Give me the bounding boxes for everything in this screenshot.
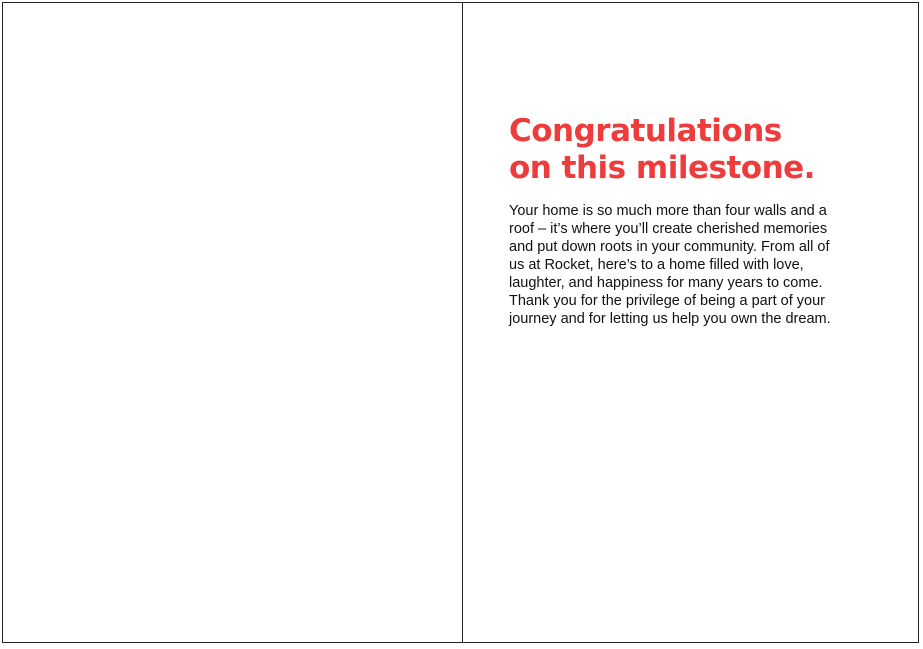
message-line: roof – it’s where you’ll create cherished memories bbox=[509, 221, 828, 237]
card-spread bbox=[2, 2, 919, 643]
message-line: and put down roots in your community. From all of bbox=[509, 239, 830, 255]
right-page bbox=[463, 3, 918, 642]
message-line: Thank you for the privilege of being a part of your bbox=[509, 293, 825, 309]
message-line: journey and for letting us help you own the dream. bbox=[509, 311, 831, 327]
left-page bbox=[3, 3, 463, 642]
message-paragraph bbox=[509, 202, 869, 328]
headline bbox=[509, 113, 815, 187]
headline-line: on this milestone. bbox=[509, 150, 815, 186]
headline-line: Congratulations bbox=[509, 113, 782, 149]
message-line: laughter, and happiness for many years to come. bbox=[509, 275, 823, 291]
message-line: us at Rocket, here’s to a home filled with love, bbox=[509, 257, 804, 273]
message-line: Your home is so much more than four walls and a bbox=[509, 203, 827, 219]
